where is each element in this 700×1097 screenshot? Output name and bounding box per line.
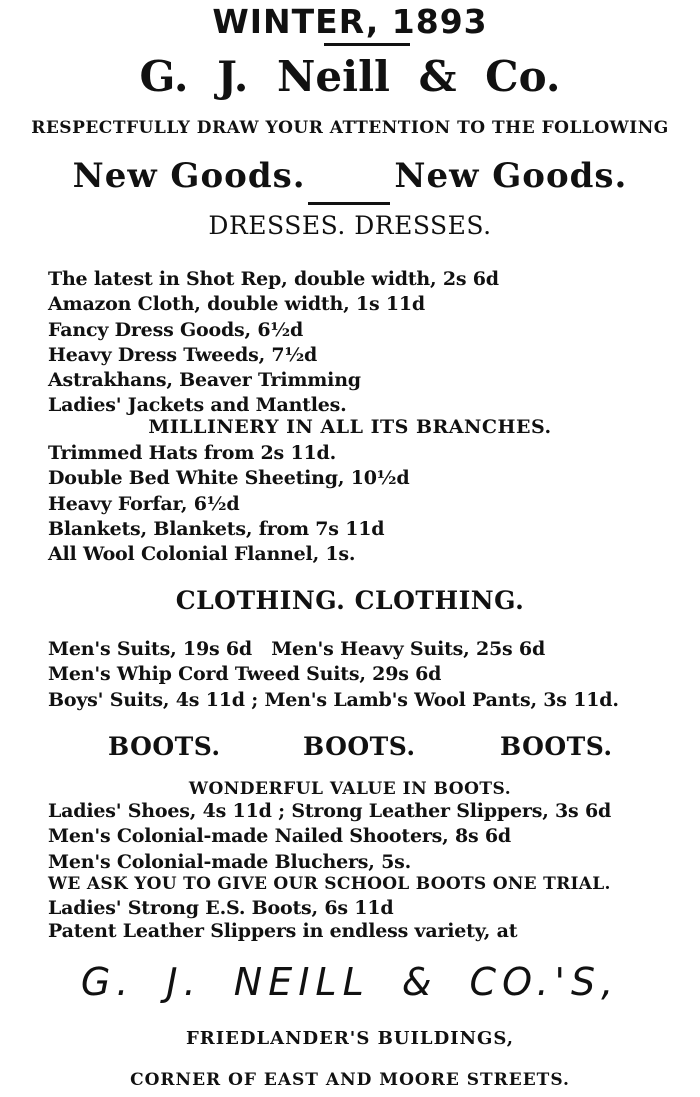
millinery-heading: MILLINERY IN ALL ITS BRANCHES. [148,416,552,438]
list-item: Blankets, Blankets, from 7s 11d [48,518,385,540]
list-item: Patent Leather Slippers in endless variety, at [48,920,518,942]
footer-firm-name: G. J. NEILL & CO.'S, [80,960,620,1004]
list-item: Double Bed White Sheeting, 10½d [48,467,410,489]
list-item: Heavy Dress Tweeds, 7½d [48,344,318,366]
boots-subheading: WONDERFUL VALUE IN BOOTS. [188,779,512,799]
boots-heading-3: BOOTS. [500,732,613,761]
list-item: Amazon Cloth, double width, 1s 11d [48,293,425,315]
tagline: RESPECTFULLY DRAW YOUR ATTENTION TO THE FOLLOWING [31,118,669,138]
clothing-heading: CLOTHING. CLOTHING. [175,586,525,615]
list-item: WE ASK YOU TO GIVE OUR SCHOOL BOOTS ONE TRIAL. [48,874,611,894]
list-item: Men's Whip Cord Tweed Suits, 29s 6d [48,663,442,685]
list-item: Astrakhans, Beaver Trimming [48,369,361,391]
list-item: Boys' Suits, 4s 11d ; Men's Lamb's Wool Pants, 3s 11d. [48,689,619,711]
footer-address: CORNER OF EAST AND MOORE STREETS. [130,1070,570,1090]
list-item: Fancy Dress Goods, 6½d [48,319,304,341]
new-goods-right: New Goods. [394,156,628,196]
boots-heading-2: BOOTS. [303,732,416,761]
list-item: Men's Colonial-made Bluchers, 5s. [48,851,412,873]
new-goods-banner [0,156,700,196]
list-item: All Wool Colonial Flannel, 1s. [48,543,356,565]
list-item: Heavy Forfar, 6½d [48,493,240,515]
title-rule [324,43,410,46]
firm-name: G. J. Neill & Co. [139,52,561,101]
list-item: Men's Colonial-made Nailed Shooters, 8s 6d [48,825,512,847]
dresses-heading: DRESSES. DRESSES. [208,211,492,240]
season-title: WINTER, 1893 [212,2,488,41]
list-item: Ladies' Strong E.S. Boots, 6s 11d [48,897,394,919]
footer-building: FRIEDLANDER'S BUILDINGS, [185,1028,515,1049]
list-item: Ladies' Shoes, 4s 11d ; Strong Leather Slippers, 3s 6d [48,800,612,822]
list-item: Trimmed Hats from 2s 11d. [48,442,336,464]
new-goods-left: New Goods. [72,156,306,196]
boots-heading-1: BOOTS. [108,732,221,761]
list-item: Ladies' Jackets and Mantles. [48,394,347,416]
list-item: The latest in Shot Rep, double width, 2s 6d [48,268,499,290]
new-goods-rule [308,202,390,205]
list-item: Men's Suits, 19s 6d Men's Heavy Suits, 25s 6d [48,638,546,660]
